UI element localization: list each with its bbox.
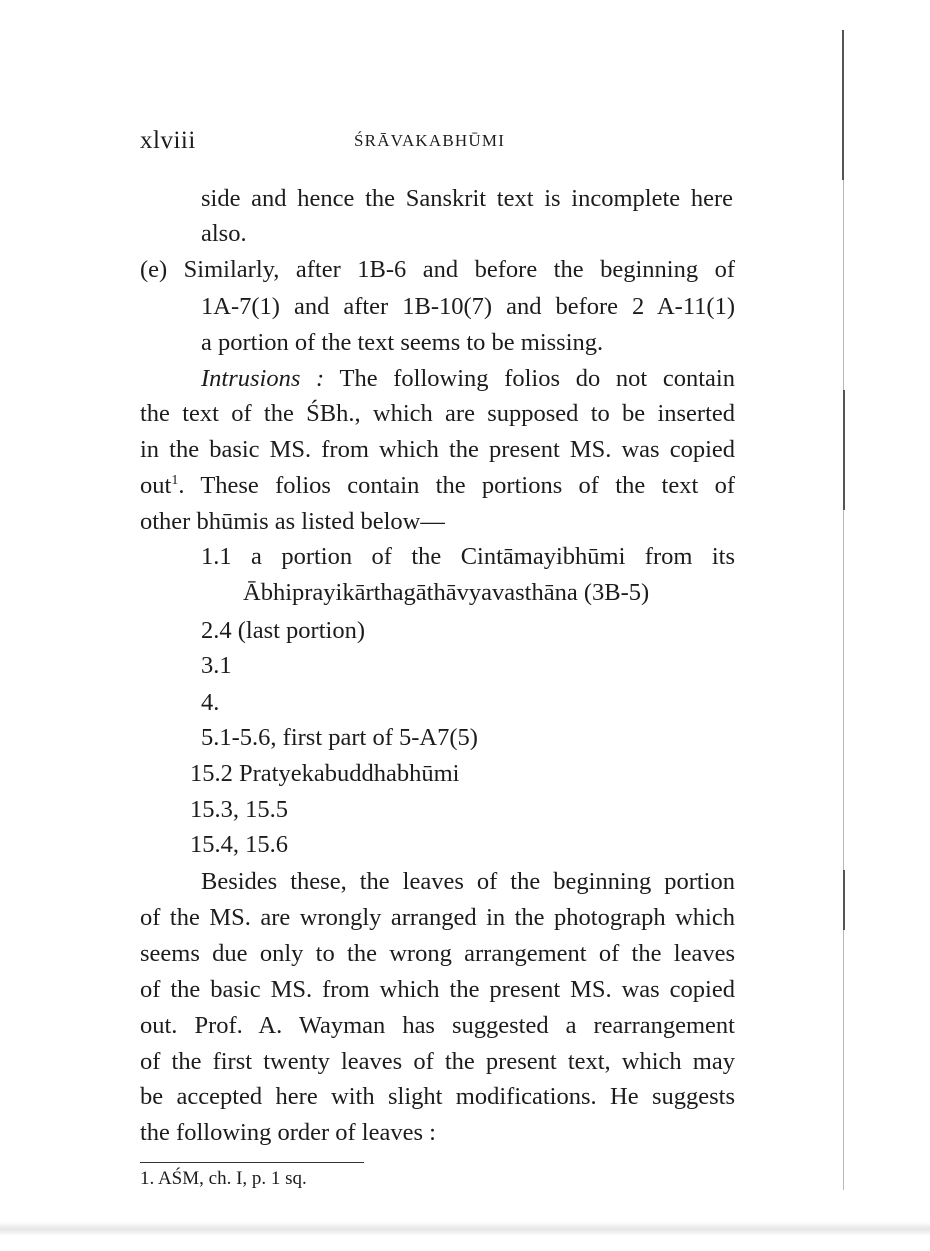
- page-bottom-edge: [0, 1222, 930, 1236]
- text-line: [201, 364, 735, 394]
- text-span: out: [140, 472, 172, 499]
- text-line: be accepted here with slight modifications. He suggests: [140, 1083, 735, 1110]
- list-item: 15.4, 15.6: [190, 831, 288, 858]
- text-line: other bhūmis as listed below—: [140, 508, 445, 535]
- text-line: (e) Similarly, after 1B-6 and before the beginning of: [140, 256, 735, 283]
- page-number: xlviii: [140, 127, 196, 154]
- footnote-divider: [140, 1162, 364, 1163]
- text-line: of the basic MS. from which the present MS. was copied: [140, 976, 735, 1003]
- list-item: 15.3, 15.5: [190, 796, 288, 823]
- text-line: [140, 471, 735, 501]
- text-line: the following order of leaves :: [140, 1119, 436, 1146]
- text-line: out. Prof. A. Wayman has suggested a rearrangement: [140, 1012, 735, 1039]
- text-line: of the MS. are wrongly arranged in the photograph which: [140, 904, 735, 931]
- list-item: 15.2 Pratyekabuddhabhūmi: [190, 760, 460, 787]
- footnote: 1. AŚM, ch. I, p. 1 sq.: [140, 1168, 307, 1189]
- running-title: ŚRĀVAKABHŪMI: [354, 131, 506, 150]
- list-item: Ābhiprayikārthagāthāvyavasthāna (3B-5): [243, 579, 650, 606]
- text-line: a portion of the text seems to be missing.: [201, 329, 604, 356]
- text-span: The following folios do not contain: [324, 365, 735, 392]
- text-line: also.: [201, 220, 247, 247]
- text-line: side and hence the Sanskrit text is incomplete here: [201, 185, 733, 212]
- page-edge-mark: [843, 390, 845, 510]
- text-line: in the basic MS. from which the present MS. was copied: [140, 436, 735, 463]
- list-item: 2.4 (last portion): [201, 617, 365, 644]
- text-line: the text of the ŚBh., which are supposed to be inserted: [140, 400, 735, 427]
- text-line: 1A-7(1) and after 1B-10(7) and before 2 A-11(1): [201, 293, 735, 320]
- page-edge-mark: [842, 30, 844, 180]
- footnote-ref: 1: [171, 473, 179, 488]
- page-edge-line: [843, 40, 844, 1190]
- intrusions-label: Intrusions :: [201, 365, 325, 392]
- list-item: 1.1 a portion of the Cintāmayibhūmi from its: [201, 543, 735, 570]
- list-item: 4.: [201, 689, 220, 716]
- list-item: 5.1-5.6, first part of 5-A7(5): [201, 724, 478, 751]
- page-edge-mark: [843, 870, 845, 930]
- list-item: 3.1: [201, 652, 232, 679]
- text-span: . These folios contain the portions of the text of: [178, 472, 735, 499]
- text-line: Besides these, the leaves of the beginning portion: [201, 868, 735, 895]
- text-line: of the first twenty leaves of the present text, which may: [140, 1048, 735, 1075]
- text-line: seems due only to the wrong arrangement of the leaves: [140, 940, 735, 967]
